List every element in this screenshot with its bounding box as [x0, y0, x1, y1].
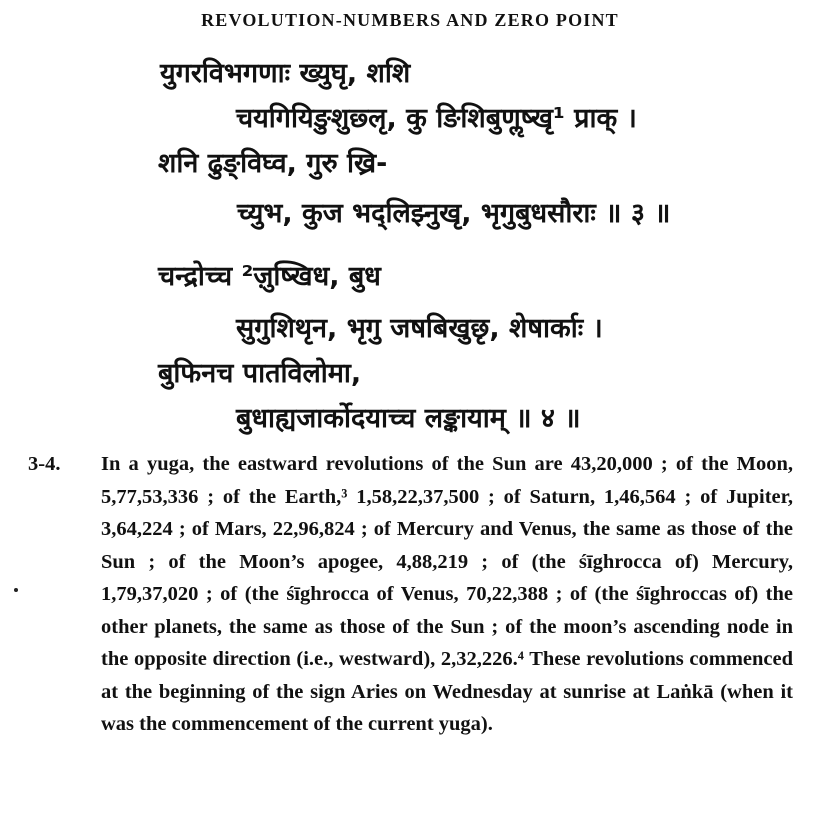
translation-paragraph: [28, 448, 793, 741]
verse-line: सुगुशिथृन, भृगु जषबिखुछृ, शेषार्काः ।: [236, 313, 603, 344]
verse-line: च्युभ, कुज भद्लिझ्नुखृ, भृगुबुधसौराः ॥ ३ ॥: [237, 198, 671, 229]
verse-line: युगरविभगणाः ख्युघृ, शशि: [160, 58, 411, 89]
page-header: REVOLUTION-NUMBERS AND ZERO POINT: [201, 10, 619, 30]
verse-line: चयगियिङुशुछ्लृ, कु ङिशिबुणॢष्खृ¹ प्राक् ।: [236, 103, 637, 134]
stray-mark: [14, 588, 18, 592]
verse-line: बुफिनच पातविलोमा,: [158, 358, 362, 389]
translation-text: In a yuga, the eastward revolutions of the Sun are 43,20,000 ; of the Moon, 5,77,53,336 ; of the Earth,³ 1,58,22,37,500 ; of Saturn, 1,46,564 ; of Jupiter, 3,64,224 ; of Mars, 22,96,824 ; of Mercury and Venus, the same as those of the Sun ; of the Moon’s apogee, 4,88,219 ; of (the śīghrocca of) Mercury, 1,79,37,020 ; of (the śīghrocca of Venus, 70,22,388 ; of (the śīghroccas of) the other planets, the same as those of the Sun ; of the moon’s ascending node in the opposite direction (i.e., westward), 2,32,226.⁴ These revolutions commenced at the beginning of the sign Aries on Wednesday at sunrise at Laṅkā (when it was the commencement of the current yuga).: [101, 453, 793, 735]
verse-line: बुधाह्यजार्कोदयाच्च लङ्कायाम् ॥ ४ ॥: [236, 403, 581, 434]
verse-line: चन्द्रोच्च ²ज़ुष्खिध, बुध: [158, 261, 381, 292]
verse-number: 3-4.: [28, 453, 61, 475]
verse-line: शनि ढुङ्विघ्व, गुरु ख्रि-: [158, 148, 388, 179]
